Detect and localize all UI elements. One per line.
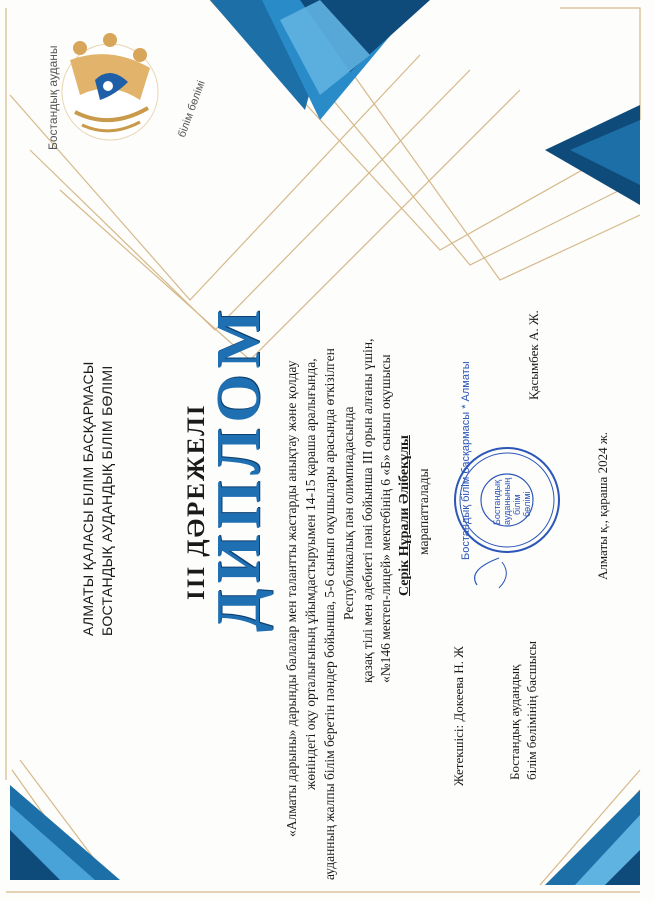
stamp-ring-text: Бостандық білім басқармасы * Алматы <box>460 361 472 560</box>
awardee-name: Серік Нұрали Әлібекұлы <box>397 435 412 596</box>
signatory-name: Қасымбек А. Ж. <box>526 310 541 400</box>
mentor-line: Жетекшісі: Докеева Н. Ж <box>451 646 466 786</box>
stamp-center-4: бөлімі <box>522 491 532 517</box>
blue-corner-bottom-right <box>545 790 640 885</box>
degree-label: III ДӘРЕЖЕЛІ <box>183 403 210 600</box>
place-date: Алматы қ., қараша 2024 ж. <box>595 431 610 580</box>
blue-corner-bottom-left <box>10 785 120 880</box>
body-line-4: Республикалық пән олимпиадасында <box>341 406 356 620</box>
signatory-role-1: Бостандық аудандық <box>507 664 522 780</box>
body-line-7: марапатталады <box>416 468 431 555</box>
blue-wedge-right <box>545 105 640 205</box>
signatory-role-2: білім бөлімінің басшысы <box>524 640 539 780</box>
header-line-1: АЛМАТЫ ҚАЛАСЫ БІЛІМ БАСҚАРМАСЫ <box>80 361 96 636</box>
logo-arc-left: Бостандық ауданы <box>46 45 60 150</box>
body-line-3: ауданның жалпы білім беретін пәндер бойынша, 5-6 сынып оқушылары арасында өткізілген <box>322 348 337 880</box>
diploma-title: ДИПЛОМ <box>205 303 273 632</box>
stamp-center-3: білім <box>512 494 522 515</box>
body-line-6: «№146 мектеп-лицей» мектебінің 6 «Б» сынып оқушысы <box>378 354 393 683</box>
body-line-2: жөніндегі оқу орталығының ұйымдастыруымен 14-15 қараша аралығында, <box>303 358 318 790</box>
stamp-center-1: Бостандық <box>492 479 502 525</box>
blue-diamond-top <box>210 0 430 120</box>
logo-arc-right: білім бөлімі <box>176 79 208 140</box>
header-line-2: БОСТАНДЫҚ АУДАНДЫҚ БІЛІМ БӨЛІМІ <box>99 365 115 636</box>
body-line-5: қазақ тілі мен әдебиеті пәні бойынша III орын алғаны үшін, <box>360 338 375 683</box>
body-line-1: «Алматы дарыны» дарынды балалар мен талантты жастарды анықтау және қолдау <box>284 360 299 837</box>
district-logo <box>62 33 158 140</box>
stamp-center-2: ауданының <box>502 477 512 525</box>
